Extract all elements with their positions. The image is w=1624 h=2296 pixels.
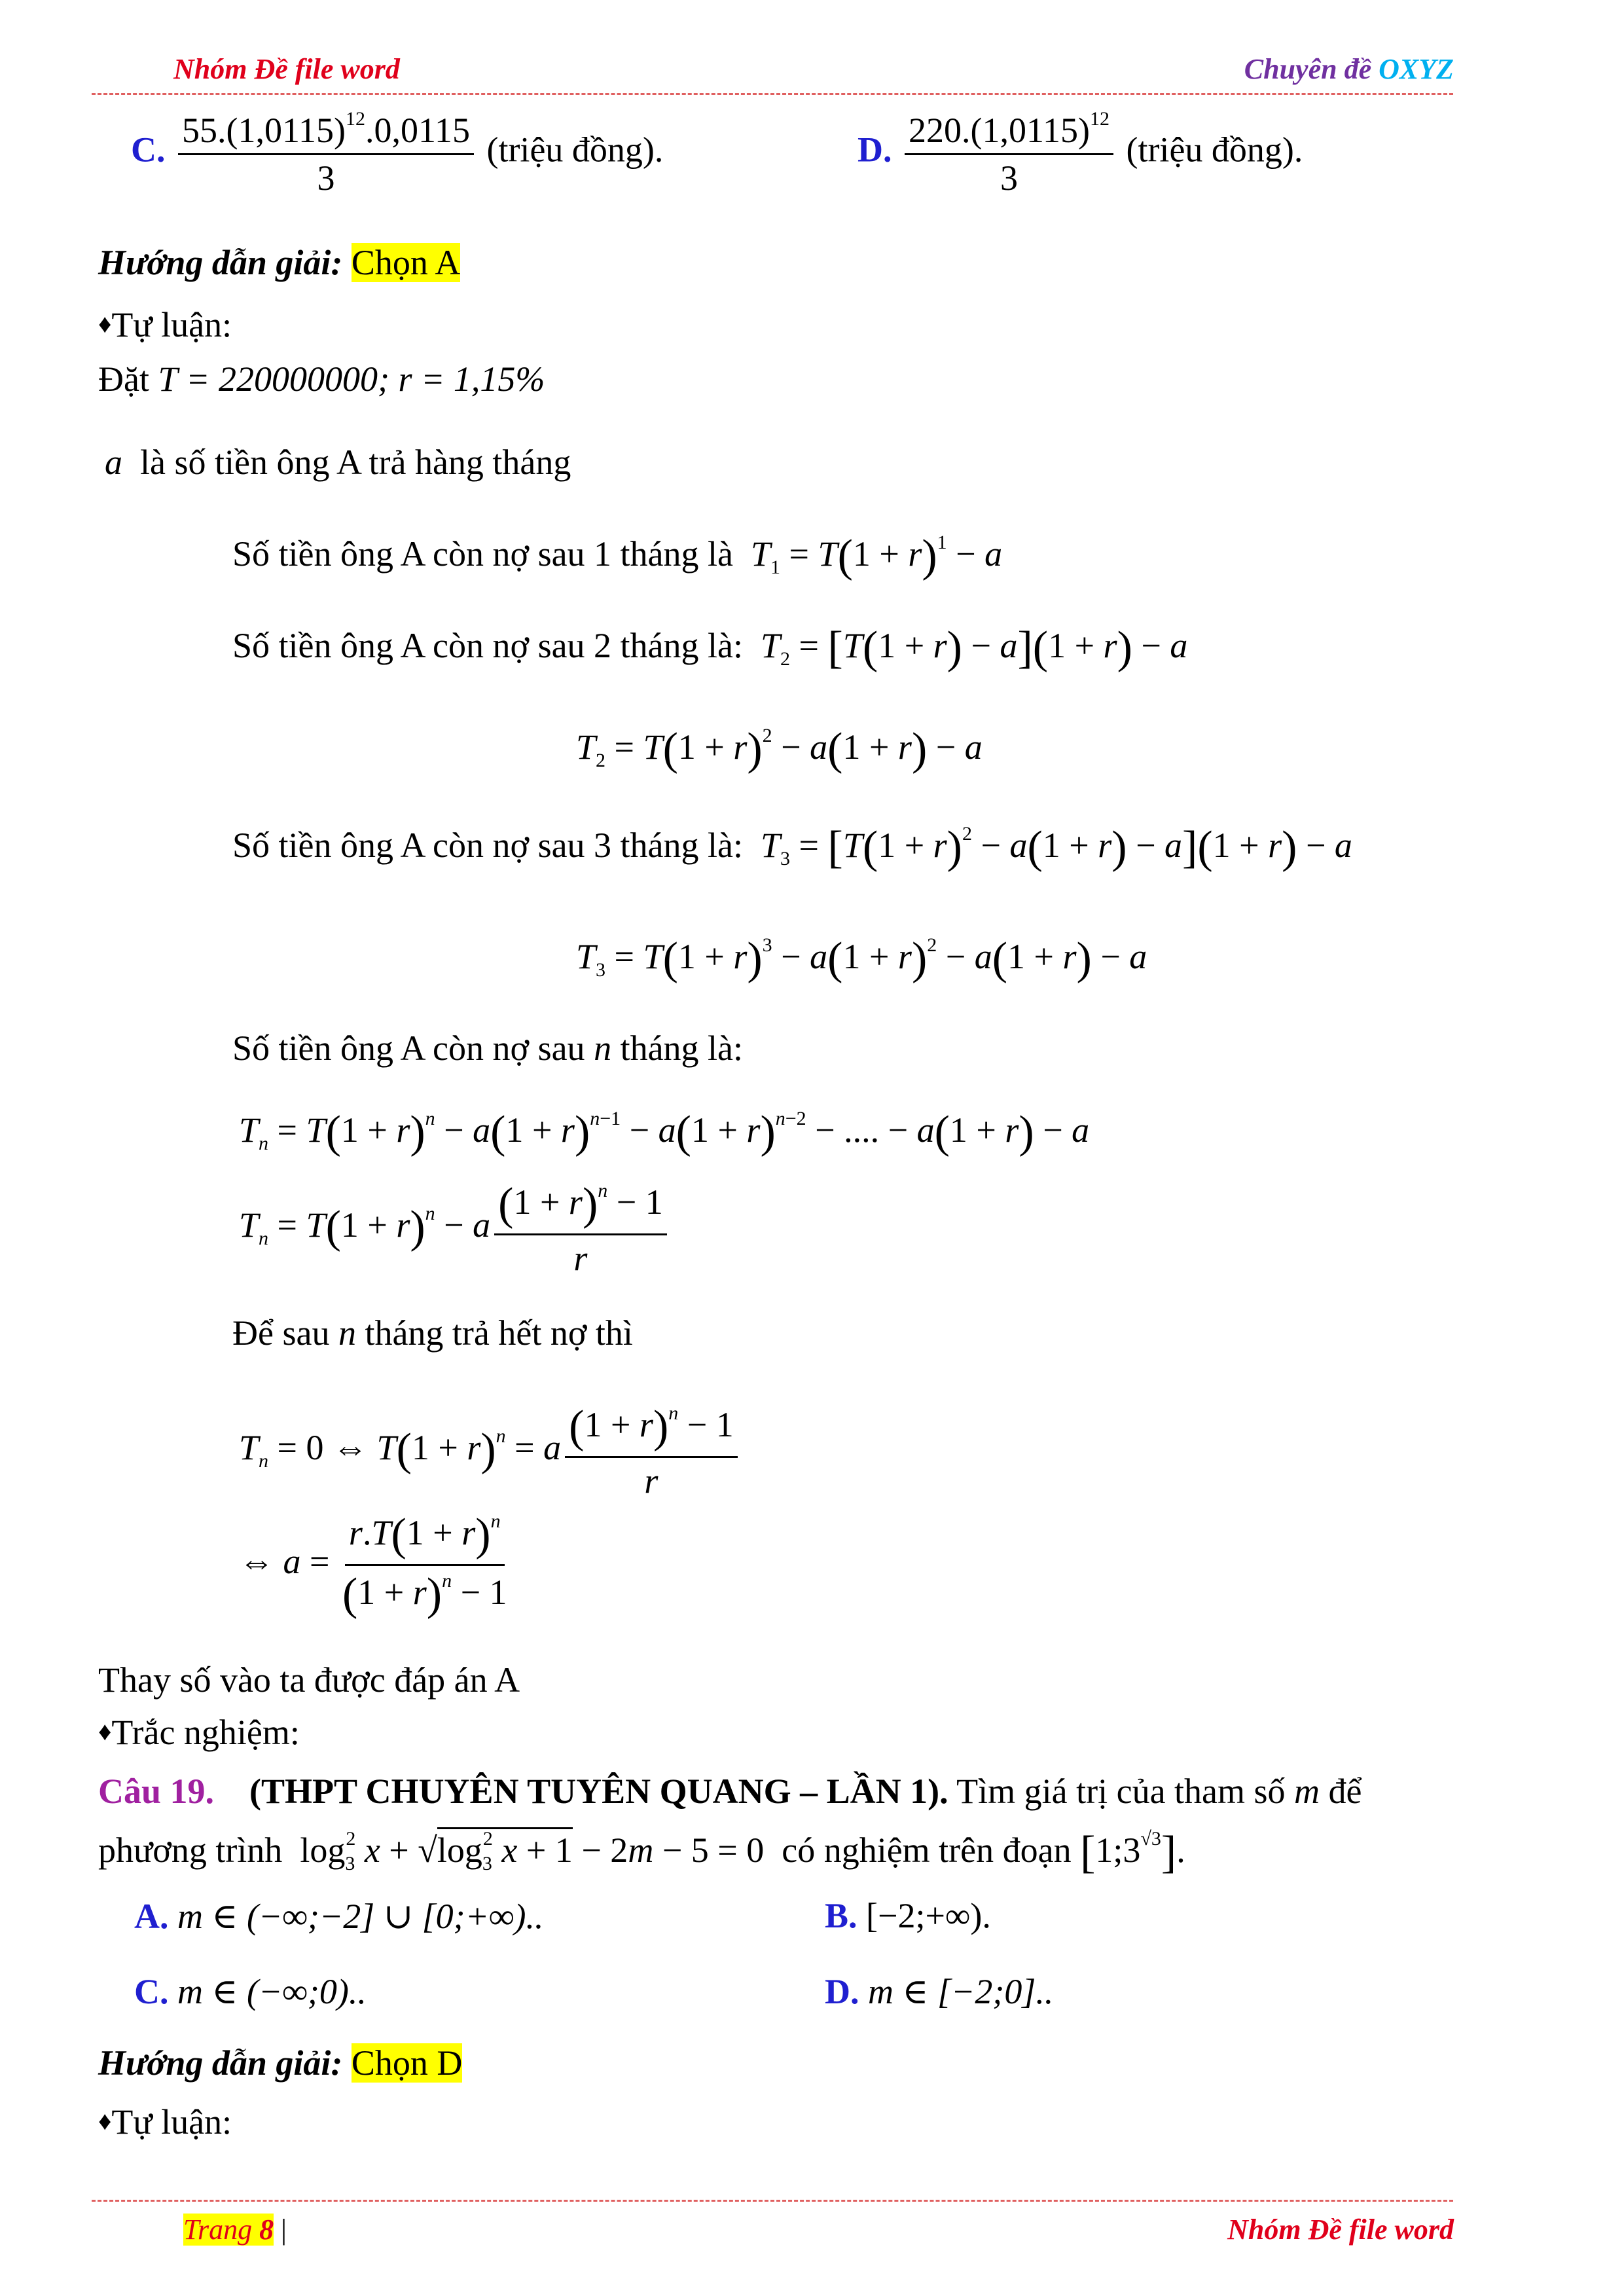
q18-option-d-unit: (triệu đồng). xyxy=(1126,130,1303,170)
q18-option-c-fraction: $\frac{55.(1,0115)^{12}.0,0115}{3}$ xyxy=(178,108,474,198)
solution1-heading-line xyxy=(98,242,460,283)
diamond-bullet-icon: ♦ xyxy=(98,309,112,338)
solution1-t2: Số tiền ông A còn nợ sau 2 tháng là: $T_2 = [T(1 + r) - a](1 + r) - a$ xyxy=(232,623,1188,673)
header-right-prefix: Chuyên đề xyxy=(1244,53,1379,85)
q18-option-c-label: C. xyxy=(131,130,166,170)
solution1-heading: Hướng dẫn giải: xyxy=(98,243,343,282)
q18-option-d-label: D. xyxy=(857,130,892,170)
solution1-tn-sum: $T_n = T(1 + r)^n - a(1 + r)^{n-1} - a(1 + r)^{n-2}$ − .... − a(1 + r) − a xyxy=(239,1107,1090,1157)
solution1-t3: Số tiền ông A còn nợ sau 3 tháng là: $T_3 = [T(1 + r)^2 - a(1 + r) - a](1 + r) - a$ xyxy=(232,822,1352,873)
q19-option-b: B. [−2;+∞). xyxy=(825,1896,991,1935)
solution1-t2-expanded: $T_2 = T(1 + r)^2 - a(1 + r) - a$ xyxy=(576,724,983,774)
header-left: Nhóm Đề file word xyxy=(173,53,400,85)
solution2-heading-line: Hướng dẫn giải: Chọn D xyxy=(98,2043,463,2083)
solution1-de-sau: Để sau n tháng trả hết nợ thì xyxy=(232,1313,633,1353)
q19-option-a: A. m ∈ (−∞;−2] ∪ [0;+∞).. xyxy=(134,1897,544,1936)
solution1-answer: Chọn A xyxy=(351,243,461,282)
solution1-t3-expanded: $T_3 = T(1 + r)^3 - a(1 + r)^2 - a(1 + r) - a$ xyxy=(576,934,1147,984)
q19-line1: Câu 19. (THPT CHUYÊN TUYÊN QUANG – LẦN 1). Tìm giá trị của tham số m để xyxy=(98,1772,1362,1811)
solution1-a-def: a là số tiền ông A trả hàng tháng xyxy=(105,443,571,482)
diamond-bullet-icon: ♦ xyxy=(98,1717,112,1746)
solution1-tu-luan: ♦Tự luận: xyxy=(98,305,232,344)
q19-option-c: C. m ∈ (−∞;0).. xyxy=(134,1972,367,2011)
q18-option-c xyxy=(131,108,663,198)
q19-option-d: D. m ∈ [−2;0].. xyxy=(825,1972,1054,2011)
solution1-tn-closed: $T_n = T(1 + r)^n - a$ $\frac{(1 + r)^n - 1}{r}$ xyxy=(239,1178,671,1279)
header-rule xyxy=(92,93,1453,95)
solution1-thay-so: Thay số vào ta được đáp án A xyxy=(98,1660,520,1700)
q18-option-d-fraction: $\frac{220.(1,0115)^{12}}{3}$ xyxy=(905,108,1113,198)
solution2-answer: Chọn D xyxy=(351,2043,463,2083)
solution1-a-formula: ⇔ a = $\frac{r.T(1 + r)^n}{(1 + r)^n - 1}$ xyxy=(239,1510,507,1620)
q18-option-d xyxy=(857,108,1303,198)
q19-label: Câu 19. xyxy=(98,1772,215,1811)
solution2-tu-luan: ♦Tự luận: xyxy=(98,2102,232,2141)
q19-line2: phương trình $\log_3^2 x + √\log_3^2$ x + 1 − 2m − 5 = 0 có nghiệm trên đoạn $[1;3^{√3}]$. xyxy=(98,1827,1185,1878)
solution1-trac-nghiem: ♦Trắc nghiệm: xyxy=(98,1713,300,1752)
solution1-tn-zero: $T_n = 0$ ⇔ $T(1 + r)^n = a$ $\frac{(1 + r)^n - 1}{r}$ xyxy=(239,1401,742,1501)
header-right xyxy=(1244,52,1454,86)
header-right-accent: OXYZ xyxy=(1379,53,1454,85)
solution1-t1: Số tiền ông A còn nợ sau 1 tháng là $T_1 = T(1 + r)^1 - a$ xyxy=(232,531,1003,581)
footer-right: Nhóm Đề file word xyxy=(1227,2214,1454,2246)
footer-page: Trang 8 | xyxy=(183,2214,287,2246)
q18-option-c-unit: (triệu đồng). xyxy=(486,130,664,170)
diamond-bullet-icon: ♦ xyxy=(98,2106,112,2136)
q19-source: (THPT CHUYÊN TUYÊN QUANG – LẦN 1). xyxy=(249,1772,948,1811)
footer-rule xyxy=(92,2200,1453,2202)
solution1-tn-line: Số tiền ông A còn nợ sau n tháng là: xyxy=(232,1029,744,1068)
solution1-dat: Đặt T = 220000000; r = 1,15% xyxy=(98,359,545,399)
